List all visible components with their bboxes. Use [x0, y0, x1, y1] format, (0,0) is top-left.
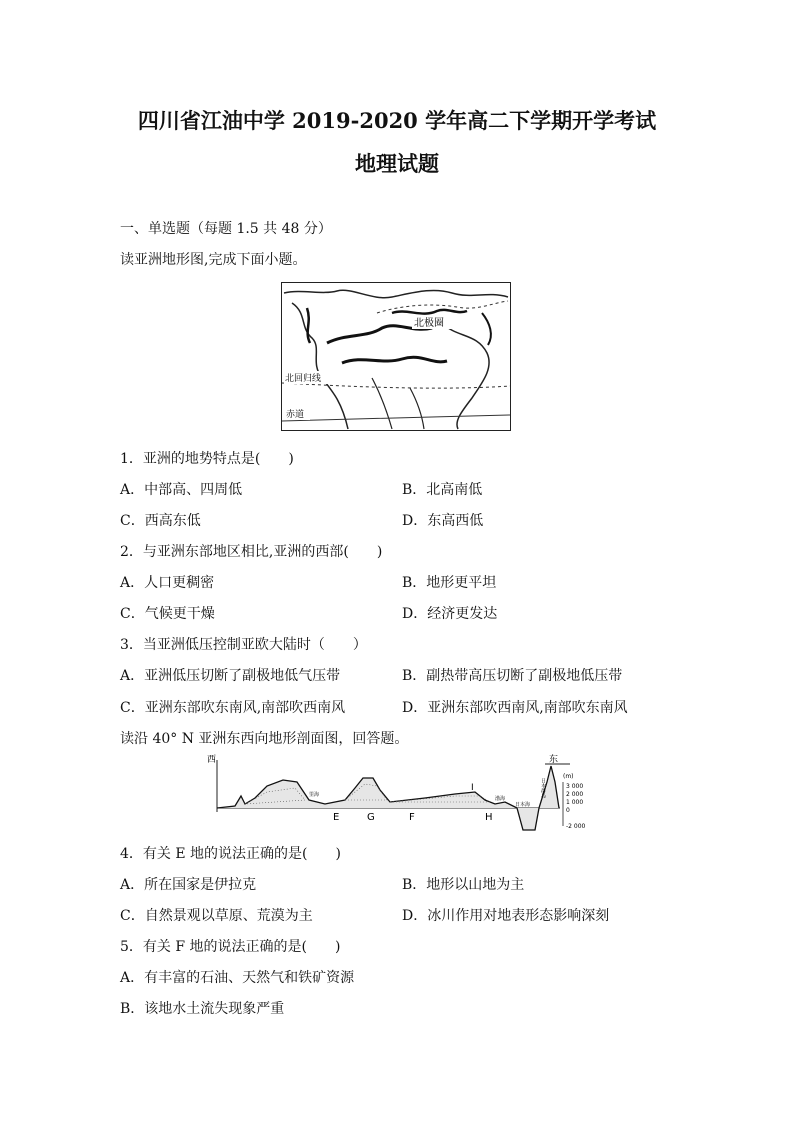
question-1-stem: 1．亚洲的地势特点是( )	[120, 451, 294, 467]
q3-option-d: D．亚洲东部吹西南风,南部吹东南风	[402, 700, 628, 716]
q2-option-d: D．经济更发达	[402, 606, 498, 622]
intro-map: 读亚洲地形图,完成下面小题。	[120, 252, 307, 268]
q2-option-a: A．人口更稠密	[120, 575, 215, 591]
section-heading: 一、单选题（每题 1.5 共 48 分）	[120, 221, 332, 237]
q3-option-c: C．亚洲东部吹东南风,南部吹西南风	[120, 700, 346, 716]
q1-option-b: B．北高南低	[402, 482, 483, 498]
question-4-stem: 4．有关 E 地的说法正确的是( )	[120, 846, 341, 862]
question-2-stem: 2．与亚洲东部地区相比,亚洲的西部( )	[120, 544, 383, 560]
q4-option-a: A．所在国家是伊拉克	[120, 877, 257, 893]
intro-profile: 读沿 40° N 亚洲东西向地形剖面图，回答题。	[120, 731, 409, 747]
unit-label: (m)	[563, 773, 574, 780]
point-e: E	[333, 812, 340, 823]
q5-option-b: B．该地水土流失现象严重	[120, 1001, 285, 1017]
tropic-label: 北回归线	[285, 374, 322, 384]
equator-label: 赤道	[286, 410, 305, 420]
q1-option-a: A．中部高、四周低	[120, 482, 243, 498]
question-5-stem: 5．有关 F 地的说法正确的是( )	[120, 939, 341, 955]
point-i: I	[471, 783, 474, 793]
caspian-sea-label: 里海	[309, 792, 320, 798]
q2-option-b: B．地形更平坦	[402, 575, 497, 591]
q3-option-a: A．亚洲低压切断了副极地低气压带	[120, 668, 341, 684]
point-g: G	[367, 812, 375, 823]
question-3-stem: 3．当亚洲低压控制亚欧大陆时（ ）	[120, 637, 367, 653]
scale-2000: 2 000	[566, 791, 584, 798]
east-label: 东	[549, 755, 559, 765]
point-h: H	[485, 812, 493, 823]
scale-1000: 1 000	[566, 799, 584, 806]
asia-map-figure	[281, 282, 511, 431]
west-label: 西	[207, 755, 217, 765]
arctic-circle-label: 北极圈	[414, 318, 444, 329]
scale-minus-2000: -2 000	[566, 823, 586, 830]
document-subtitle: 地理试题	[355, 151, 439, 176]
q4-option-b: B．地形以山地为主	[402, 877, 525, 893]
q5-option-a: A．有丰富的石油、天然气和铁矿资源	[120, 970, 355, 986]
bohai-sea-label: 渤海	[495, 796, 506, 802]
q3-option-b: B．副热带高压切断了副极地低压带	[402, 668, 623, 684]
q4-option-d: D．冰川作用对地表形态影响深刻	[402, 908, 610, 924]
point-f: F	[409, 812, 415, 823]
scale-3000: 3 000	[566, 783, 584, 790]
document-title: 四川省江油中学 2019-2020 学年高二下学期开学考试	[137, 108, 657, 133]
q4-option-c: C．自然景观以草原、荒漠为主	[120, 908, 313, 924]
q2-option-c: C．气候更干燥	[120, 606, 215, 622]
q1-option-d: D．东高西低	[402, 513, 484, 529]
terrain-profile-figure	[205, 752, 595, 834]
scale-0: 0	[566, 807, 570, 814]
q1-option-c: C．西高东低	[120, 513, 201, 529]
sea-of-japan-label: 日本海	[515, 802, 531, 808]
japan-islands-label: 日本群岛	[540, 778, 546, 798]
